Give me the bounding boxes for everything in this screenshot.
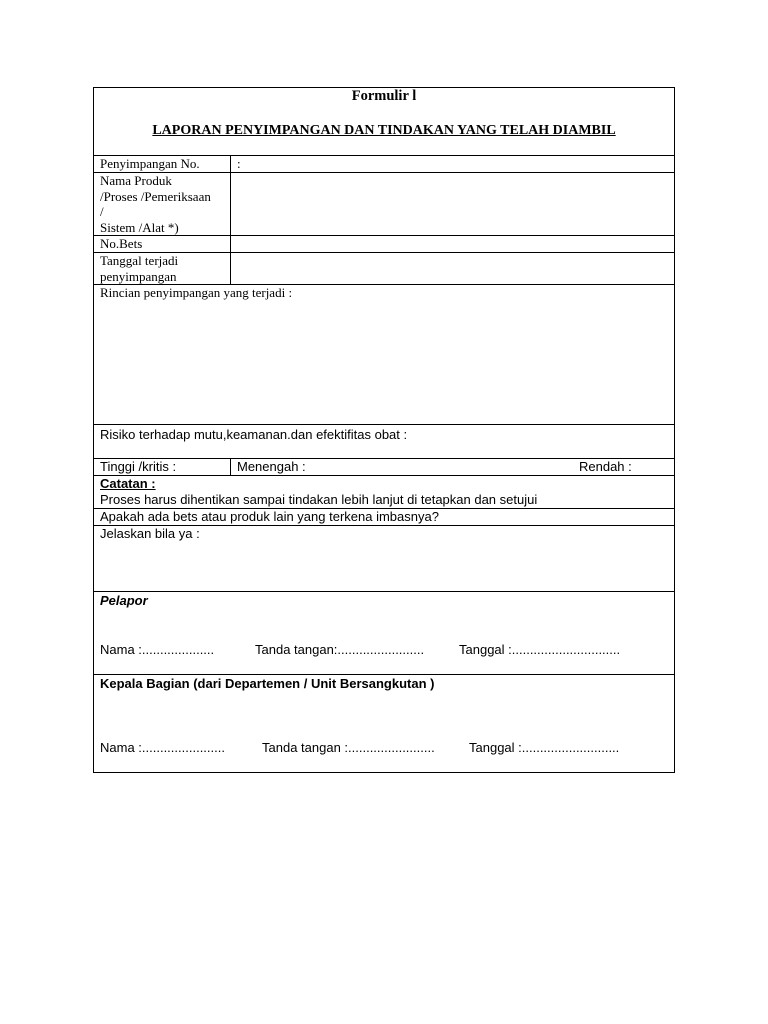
product-label-line-3: /: [100, 204, 104, 219]
deviation-report-form: [93, 87, 674, 773]
risk-low-label[interactable]: Rendah :: [579, 459, 632, 474]
reporter-name-field[interactable]: Nama :....................: [100, 641, 215, 657]
details-cell[interactable]: [94, 285, 675, 425]
form-subtitle: LAPORAN PENYIMPANGAN DAN TINDAKAN YANG TELAH DIAMBIL: [152, 122, 616, 138]
deviation-no-field[interactable]: :: [231, 156, 675, 173]
product-label-line-1: Nama Produk: [100, 173, 172, 188]
risk-label: Risiko terhadap mutu,keamanan.dan efektifitas obat :: [100, 427, 408, 442]
date-label-line-2: penyimpangan: [100, 268, 177, 284]
risk-medium-low-cell: [231, 459, 675, 476]
date-label-cell: [94, 253, 231, 285]
reporter-title: Pelapor: [100, 593, 148, 608]
deviation-no-label: Penyimpangan No.: [94, 156, 231, 173]
reporter-date-field[interactable]: Tanggal :..............................: [459, 641, 621, 657]
risk-row: [94, 425, 675, 459]
date-row: [94, 253, 675, 285]
reporter-signature-field[interactable]: Tanda tangan:........................: [255, 641, 425, 657]
batch-label: No.Bets: [94, 236, 231, 253]
explain-cell[interactable]: [94, 526, 675, 592]
impact-question: Apakah ada bets atau produk lain yang terkena imbasnya?: [100, 509, 439, 524]
note-cell: [94, 476, 675, 509]
explain-label: Jelaskan bila ya :: [100, 526, 200, 541]
form-title: Formulir l: [351, 88, 417, 104]
product-label-line-4: Sistem /Alat *): [100, 219, 179, 235]
risk-medium-label[interactable]: Menengah :: [237, 459, 306, 474]
note-text: Proses harus dihentikan sampai tindakan lebih lanjut di tetapkan dan setujui: [100, 492, 538, 507]
explain-row: [94, 526, 675, 592]
head-cell: [94, 675, 675, 773]
date-label-line-1: Tanggal terjadi: [100, 253, 179, 268]
details-row: [94, 285, 675, 425]
batch-row: [94, 236, 675, 253]
note-title: Catatan :: [100, 476, 156, 491]
product-row: [94, 173, 675, 236]
reporter-row: [94, 592, 675, 675]
head-signature-field[interactable]: Tanda tangan :........................: [262, 739, 435, 755]
head-name-field[interactable]: Nama :.......................: [100, 739, 225, 755]
risk-high-cell[interactable]: [94, 459, 231, 476]
form-table: [93, 87, 675, 773]
risk-high-label: Tinggi /kritis :: [100, 459, 177, 474]
product-field[interactable]: [231, 173, 675, 236]
date-field[interactable]: [231, 253, 675, 285]
reporter-cell: [94, 592, 675, 675]
deviation-no-row: [94, 156, 675, 173]
impact-cell: [94, 509, 675, 526]
product-label-cell: [94, 173, 231, 236]
head-sign-row: [100, 740, 668, 756]
product-label-line-2: /Proses /Pemeriksaan: [100, 188, 211, 204]
header-cell: [94, 88, 675, 156]
risk-cell: [94, 425, 675, 459]
head-row: [94, 675, 675, 773]
head-date-field[interactable]: Tanggal :...........................: [469, 739, 620, 755]
details-label: Rincian penyimpangan yang terjadi :: [100, 285, 293, 300]
reporter-sign-row: [100, 642, 668, 658]
risk-level-row: [94, 459, 675, 476]
batch-field[interactable]: [231, 236, 675, 253]
header-row: [94, 88, 675, 156]
impact-row: [94, 509, 675, 526]
head-title: Kepala Bagian (dari Departemen / Unit Bersangkutan ): [100, 676, 435, 691]
note-row: [94, 476, 675, 509]
